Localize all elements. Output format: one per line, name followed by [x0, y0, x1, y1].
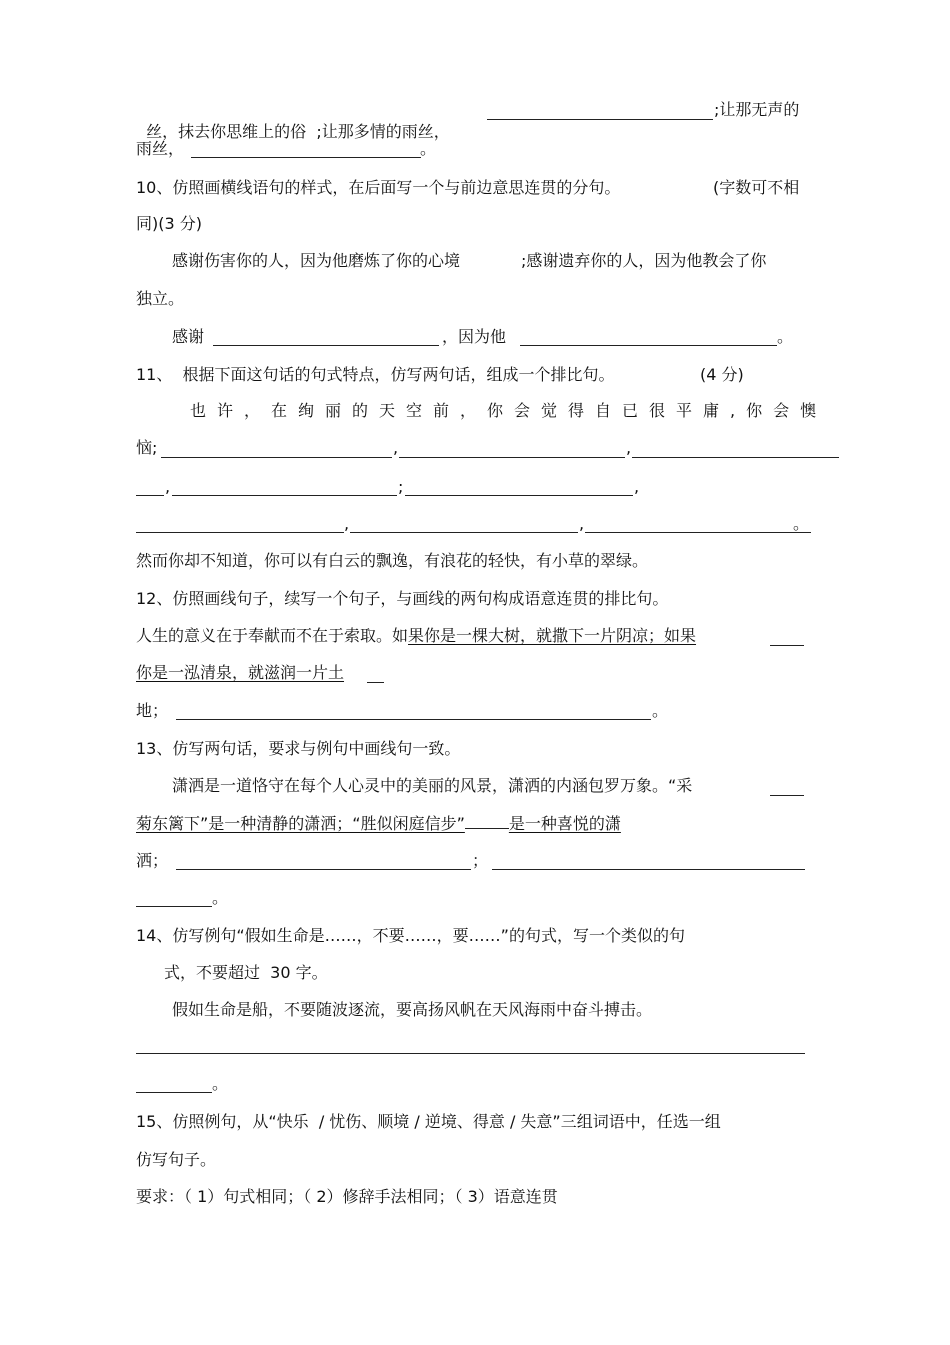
- q9-text: 丝，抹去你思维上的俗 ;让那多情的雨丝，: [146, 122, 450, 141]
- q10-instruction-tail: (字数可不相: [713, 178, 800, 197]
- q10-fill-label-b: ，因为他: [442, 327, 507, 346]
- q11-blank-1[interactable]: [161, 457, 392, 458]
- q9-blank-1[interactable]: [487, 119, 713, 120]
- q10-blank-1[interactable]: [213, 345, 439, 346]
- q11-blank-7[interactable]: [136, 532, 344, 533]
- q15-requirements: 要求：（ 1）句式相同；（ 2）修辞手法相同；（ 3）语意连贯: [136, 1187, 558, 1206]
- q13-example-underlined-2: 是一种喜悦的潇: [508, 814, 621, 833]
- q13-gap-rule: [465, 812, 509, 829]
- q14-blank-1[interactable]: [136, 1053, 805, 1054]
- q13-fill-end: 。: [212, 888, 229, 907]
- q13-fill-label: 洒；: [136, 851, 169, 870]
- q12-fill-end: 。: [652, 701, 669, 720]
- q13-blank-2[interactable]: [492, 869, 805, 870]
- q12-fill-label: 地；: [136, 701, 169, 720]
- q11-blank-4[interactable]: [136, 495, 164, 496]
- q9-line2-end: 。: [420, 139, 437, 158]
- q11-blank-9[interactable]: [585, 532, 811, 533]
- q11-comma-3: ,: [165, 477, 171, 496]
- q11-blank-6[interactable]: [405, 495, 633, 496]
- q14-instruction: 14、仿写例句“假如生命是……，不要……，要……”的句式，写一个类似的句: [136, 926, 685, 945]
- q11-semicolon: ;: [398, 477, 404, 496]
- q10-fill-end: 。: [777, 327, 794, 346]
- q11-comma-4: ,: [634, 477, 640, 496]
- q12-trailing-rule-1: [770, 645, 804, 646]
- q14-instruction-2: 式，不要超过 30 字。: [164, 963, 328, 982]
- q11-comma-2: ,: [626, 438, 632, 457]
- q11-blank-2[interactable]: [399, 457, 625, 458]
- q12-example-line1: [136, 625, 696, 647]
- q14-blank-2[interactable]: [136, 1092, 212, 1093]
- q10-instruction: 10、仿照画横线语句的样式，在后面写一个与前边意思连贯的分句。: [136, 178, 621, 197]
- q9-line1: [136, 99, 450, 143]
- q11-comma-1: ,: [393, 438, 399, 457]
- q11-line2-start: 恼;: [136, 438, 158, 457]
- q11-blank-5[interactable]: [172, 495, 397, 496]
- q14-example: 假如生命是船，不要随波逐流，要高扬风帆在天风海雨中奋斗搏击。: [172, 1000, 653, 1019]
- q12-instruction: 12、仿照画线句子，续写一个句子，与画线的两句构成语意连贯的排比句。: [136, 589, 669, 608]
- q10-score: 同)(3 分): [136, 214, 202, 233]
- q12-example-underlined-1: 果你是一棵大树，就撒下一片阴凉；如果: [408, 626, 697, 645]
- q15-instruction-2: 仿写句子。: [136, 1150, 217, 1169]
- q10-example-end: 独立。: [136, 289, 185, 308]
- q13-example-line1: 潇洒是一道恪守在每个人心灵中的美丽的风景，潇洒的内涵包罗万象。“采: [172, 776, 693, 795]
- q10-fill-label-a: 感谢: [172, 327, 205, 346]
- q13-instruction: 13、仿写两句话，要求与例句中画线句一致。: [136, 739, 461, 758]
- q9-blank-2[interactable]: [191, 157, 421, 158]
- q11-blank-8[interactable]: [350, 532, 578, 533]
- q12-example-plain: 人生的意义在于奉献而不在于索取。如: [136, 626, 409, 645]
- q14-fill-end: 。: [212, 1074, 229, 1093]
- q11-ending: 然而你却不知道，你可以有白云的飘逸，有浪花的轻快，有小草的翠绿。: [136, 551, 649, 570]
- q11-blank-3[interactable]: [632, 457, 839, 458]
- q10-example-1: 感谢伤害你的人，因为他磨炼了你的心境: [172, 251, 461, 270]
- q13-blank-3[interactable]: [136, 906, 212, 907]
- q13-example-line2: [136, 812, 621, 835]
- q13-trailing-rule-1: [770, 795, 804, 796]
- q12-example-underlined-2: 你是一泓清泉，就滋润一片土: [136, 663, 345, 682]
- q9-line1-end: ;让那无声的: [714, 100, 800, 119]
- q11-instruction: 11、 根据下面这句话的句式特点，仿写两句话，组成一个排比句。: [136, 365, 615, 384]
- q12-trailing-rule-2: [367, 682, 384, 683]
- q11-comma-5: ,: [344, 514, 350, 533]
- q11-example: 也许，在绚丽的天空前，你会觉得自已很平庸,你会懊: [190, 401, 828, 420]
- q11-comma-6: ,: [579, 514, 585, 533]
- q12-blank[interactable]: [176, 719, 651, 720]
- q13-example-underlined-1: 菊东篱下”是一种清静的潇洒；“胜似闲庭信步”: [136, 814, 465, 833]
- q12-example-line2: [136, 662, 344, 684]
- q10-example-2: ;感谢遗弃你的人，因为他教会了你: [521, 251, 767, 270]
- q13-fill-mid: ；: [472, 851, 489, 870]
- q11-period: 。: [793, 514, 810, 533]
- q9-line2: 雨丝，: [136, 139, 185, 158]
- q10-blank-2[interactable]: [520, 345, 777, 346]
- q13-blank-1[interactable]: [176, 869, 471, 870]
- q11-score: (4 分): [700, 365, 744, 384]
- q15-instruction: 15、仿照例句，从“快乐 / 忧伤、顺境 / 逆境、得意 / 失意”三组词语中，任选一组: [136, 1112, 721, 1131]
